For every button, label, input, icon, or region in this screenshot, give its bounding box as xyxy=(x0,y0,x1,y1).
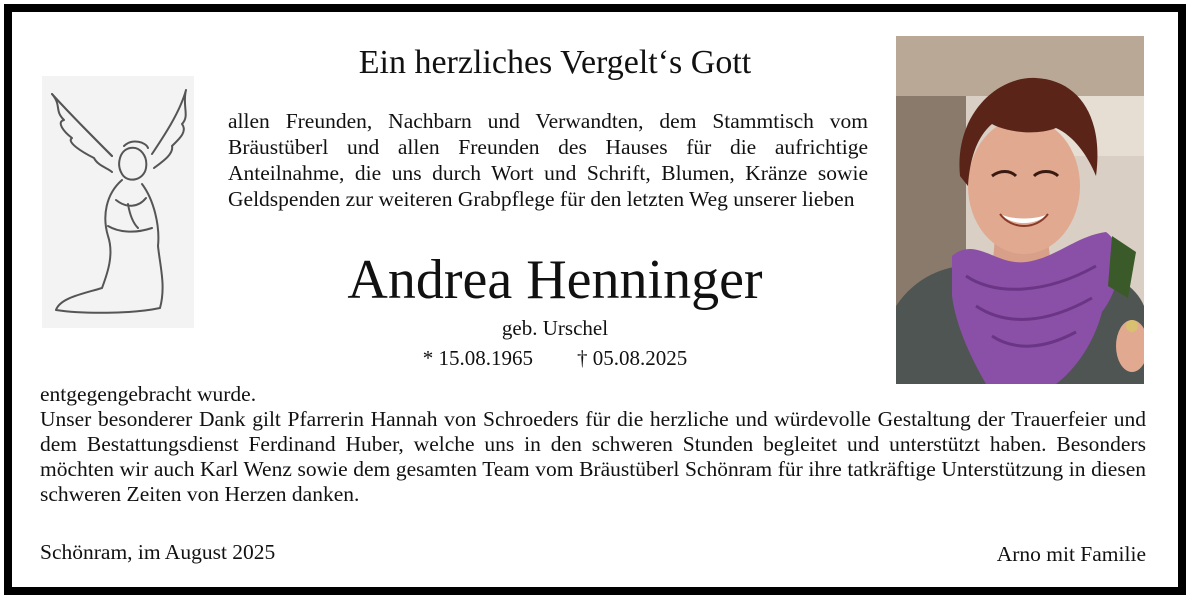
thanks-paragraph: Unser besonderer Dank gilt Pfarrerin Hannah von Schroeders für die herzliche und würdevolle Gestaltung der Trauerfeier und dem Bestattungsdienst Ferdinand Huber, welche uns in den schweren Stunden begleitet und unterstützt haben. Besonders möchten wir auch Karl Wenz sowie dem gesamten Team vom Bräustüberl Schönram für ihre tatkräftige Unterstützung in diesen schweren Zeiten von Herzen danken. xyxy=(40,407,1146,506)
place-date: Schönram, im August 2025 xyxy=(40,540,276,564)
birth-name: geb. Urschel xyxy=(501,316,609,340)
closing-first-line: entgegengebracht wurde. xyxy=(40,382,257,406)
signature: Arno mit Familie xyxy=(996,542,1146,566)
heading: Ein herzliches Vergelt‘s Gott xyxy=(358,44,752,81)
deceased-name: Andrea Henninger xyxy=(347,249,763,311)
death-date: † 05.08.2025 xyxy=(577,346,688,370)
birth-date: * 15.08.1965 xyxy=(422,346,533,370)
thanks-text xyxy=(40,382,1146,507)
portrait-photo xyxy=(896,36,1144,384)
obituary-card xyxy=(4,4,1186,595)
intro-text: allen Freunden, Nachbarn und Verwandten, dem Stammtisch vom Bräustüberl und allen Freunden des Hauses für die aufrichtige Anteilnahme, die uns durch Wort und Schrift, Blumen, Kränze sowie Geldspenden zur weiteren Grabpflege für den letzten Weg unserer lieben xyxy=(228,109,868,211)
